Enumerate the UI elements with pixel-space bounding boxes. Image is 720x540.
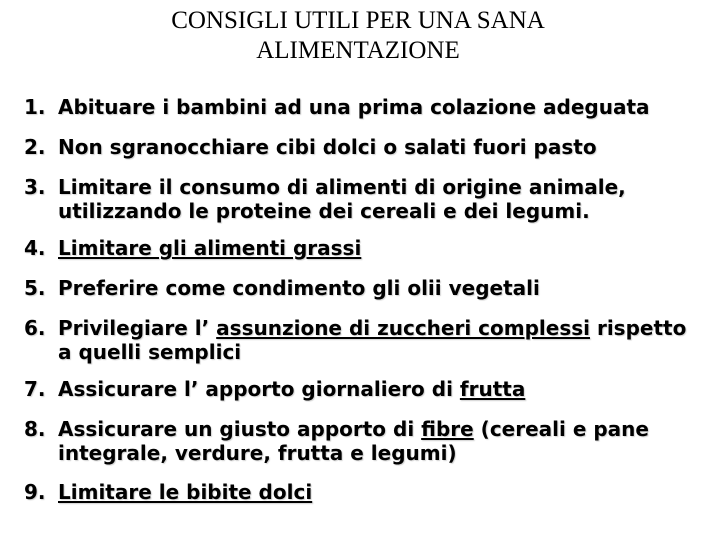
- item-text-line-2: utilizzando le proteine dei cereali e dei legumi.: [58, 199, 590, 223]
- item-text: [58, 417, 649, 465]
- item-number: 8.: [24, 417, 46, 441]
- item-text-line-2: integrale, verdure, frutta e legumi): [58, 441, 457, 465]
- item-text-before: Assicurare l’ apporto giornaliero di: [58, 377, 460, 401]
- item-text: Preferire come condimento gli olii vegetali: [58, 276, 540, 300]
- item-text: [58, 480, 312, 504]
- item-text-line-1: [58, 316, 686, 340]
- item-number: 5.: [24, 276, 46, 300]
- item-number: 2.: [24, 135, 46, 159]
- link-frutta[interactable]: frutta: [459, 377, 526, 401]
- title-line-1: CONSIGLI UTILI PER UNA SANA: [171, 7, 545, 34]
- item-number: 7.: [24, 377, 46, 401]
- item-number: 6.: [24, 316, 46, 340]
- item-text: [58, 175, 626, 223]
- link-limitare-grassi[interactable]: Limitare gli alimenti grassi: [58, 236, 362, 260]
- item-text: Non sgranocchiare cibi dolci o salati fuori pasto: [58, 135, 597, 159]
- item-text: [58, 377, 525, 401]
- item-number: 3.: [24, 175, 46, 199]
- link-bibite-dolci[interactable]: Limitare le bibite dolci: [58, 480, 313, 504]
- item-number: 9.: [24, 480, 46, 504]
- link-fibre[interactable]: fibre: [421, 417, 474, 441]
- item-text-before: Privilegiare l’: [58, 316, 217, 340]
- item-text: [58, 236, 361, 260]
- item-text-line-1: [58, 417, 649, 441]
- item-text: Abituare i bambini ad una prima colazione adeguata: [58, 95, 650, 119]
- link-zuccheri-complessi[interactable]: assunzione di zuccheri complessi: [216, 316, 590, 340]
- slide-title: [100, 6, 616, 66]
- item-text-line-1: Limitare il consumo di alimenti di origine animale,: [58, 175, 626, 199]
- item-text-after: (cereali e pane: [473, 417, 649, 441]
- item-text-after: rispetto: [590, 316, 687, 340]
- item-text: [58, 316, 686, 364]
- item-number: 4.: [24, 236, 46, 260]
- item-text-before: Assicurare un giusto apporto di: [58, 417, 422, 441]
- item-text-line-2: a quelli semplici: [58, 340, 242, 364]
- title-line-2: ALIMENTAZIONE: [256, 37, 460, 64]
- item-number: 1.: [24, 95, 46, 119]
